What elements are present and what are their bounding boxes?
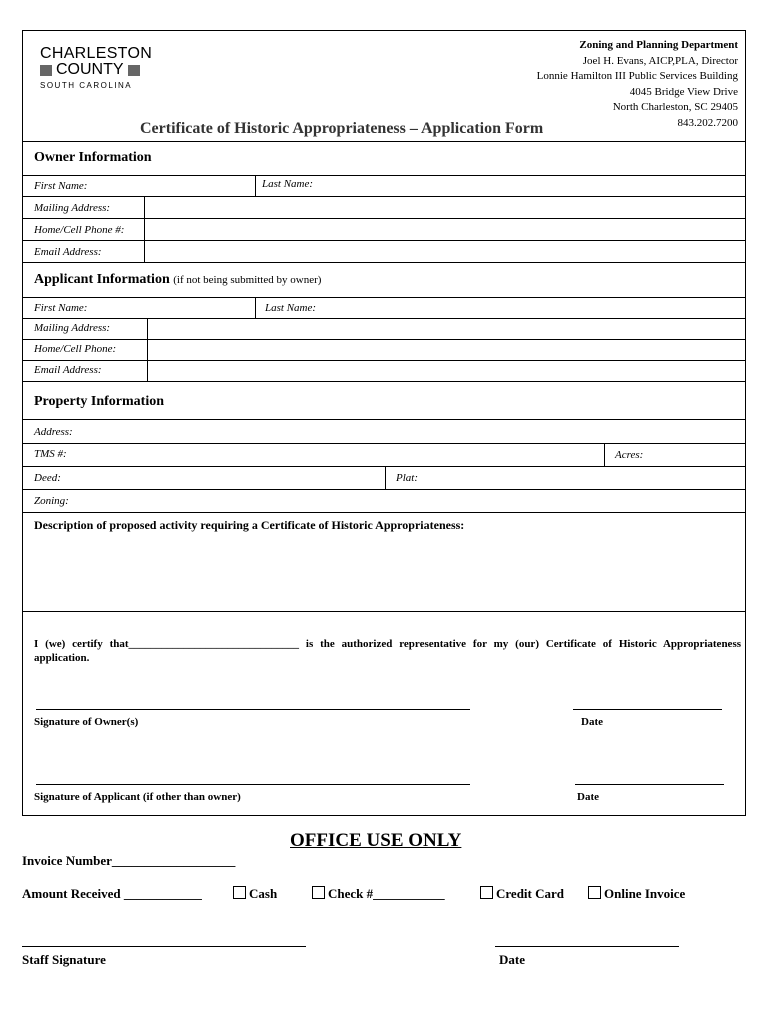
- divider: [22, 381, 746, 382]
- owner-date-label: Date: [581, 716, 603, 728]
- divider: [22, 240, 746, 241]
- staff-signature-line[interactable]: [22, 946, 306, 947]
- divider: [22, 466, 746, 467]
- check-checkbox[interactable]: [312, 886, 325, 899]
- divider: [22, 339, 746, 340]
- divider: [255, 297, 256, 318]
- property-section-heading: Property Information: [34, 394, 164, 409]
- property-address-field[interactable]: Address:: [34, 426, 73, 438]
- divider: [22, 443, 746, 444]
- divider: [255, 175, 256, 196]
- form-frame: [22, 30, 746, 816]
- check-option[interactable]: [312, 886, 445, 902]
- owner-signature-line[interactable]: [36, 709, 470, 710]
- divider: [22, 419, 746, 420]
- property-zoning-field[interactable]: Zoning:: [34, 495, 69, 507]
- divider: [147, 318, 148, 381]
- cash-checkbox[interactable]: [233, 886, 246, 899]
- cash-label: Cash: [249, 886, 278, 901]
- applicant-mailing-address-field[interactable]: Mailing Address:: [34, 322, 111, 334]
- staff-signature-label: Staff Signature: [22, 952, 106, 967]
- property-acres-field[interactable]: Acres:: [615, 449, 644, 461]
- owner-email-field[interactable]: Email Address:: [34, 246, 102, 258]
- applicant-signature-line[interactable]: [36, 784, 470, 785]
- activity-description-label: Description of proposed activity requiring a Certificate of Historic Appropriateness:: [34, 518, 465, 532]
- divider: [22, 512, 746, 513]
- divider: [22, 611, 746, 612]
- logo-county: COUNTY: [56, 61, 124, 78]
- department-title: Zoning and Planning Department: [579, 39, 738, 51]
- credit-card-option[interactable]: [480, 886, 564, 902]
- applicant-signature-label: Signature of Applicant (if other than owner): [34, 791, 241, 803]
- owner-first-name-field[interactable]: First Name:: [34, 180, 88, 192]
- cert-suffix: is the authorized representative for my (our) Certificate of Historic Appropriateness application.: [34, 638, 742, 664]
- owner-date-line[interactable]: [573, 709, 722, 710]
- form-title: Certificate of Historic Appropriateness – Application Form: [140, 120, 544, 137]
- amount-received-field[interactable]: Amount Received ____________: [22, 886, 202, 901]
- online-invoice-checkbox[interactable]: [588, 886, 601, 899]
- applicant-heading-note: (if not being submitted by owner): [173, 274, 322, 286]
- applicant-first-name-field[interactable]: First Name:: [34, 302, 88, 314]
- divider: [144, 196, 145, 262]
- divider: [22, 489, 746, 490]
- applicant-last-name-field[interactable]: Last Name:: [265, 302, 317, 314]
- divider: [22, 360, 746, 361]
- staff-date-line[interactable]: [495, 946, 679, 947]
- divider: [22, 318, 746, 319]
- department-director: Joel H. Evans, AICP,PLA, Director: [582, 54, 738, 67]
- applicant-heading-text: Applicant Information: [34, 272, 170, 287]
- applicant-date-line[interactable]: [575, 784, 724, 785]
- staff-date-label: Date: [499, 952, 525, 967]
- divider: [604, 443, 605, 466]
- divider: [22, 218, 746, 219]
- owner-section-heading: Owner Information: [34, 150, 152, 165]
- owner-signature-label: Signature of Owner(s): [34, 716, 139, 728]
- logo-line-3: SOUTH CAROLINA: [40, 81, 133, 90]
- applicant-date-label: Date: [577, 791, 599, 803]
- representative-name-blank[interactable]: _______________________________: [128, 638, 300, 650]
- department-street: 4045 Bridge View Drive: [629, 85, 738, 98]
- cash-option[interactable]: [233, 886, 277, 902]
- logo-line-1: CHARLESTON: [40, 45, 153, 62]
- divider: [22, 175, 746, 176]
- credit-card-checkbox[interactable]: [480, 886, 493, 899]
- applicant-phone-field[interactable]: Home/Cell Phone:: [34, 343, 117, 355]
- owner-mailing-address-field[interactable]: Mailing Address:: [34, 202, 111, 214]
- applicant-section-heading: [34, 272, 321, 288]
- owner-phone-field[interactable]: Home/Cell Phone #:: [34, 224, 125, 236]
- property-deed-field[interactable]: Deed:: [34, 472, 61, 484]
- divider: [22, 196, 746, 197]
- credit-card-label: Credit Card: [496, 886, 565, 901]
- divider: [22, 141, 746, 142]
- property-plat-field[interactable]: Plat:: [396, 472, 418, 484]
- divider: [385, 466, 386, 489]
- owner-last-name-field[interactable]: Last Name:: [262, 178, 314, 190]
- department-city: North Charleston, SC 29405: [612, 101, 738, 113]
- divider: [22, 262, 746, 263]
- activity-description-field[interactable]: [30, 536, 740, 606]
- invoice-number-field[interactable]: Invoice Number___________________: [22, 853, 236, 868]
- cert-prefix: I (we) certify that: [34, 638, 129, 650]
- check-label: Check #___________: [328, 886, 445, 901]
- certification-statement: [34, 637, 741, 665]
- property-tms-field[interactable]: TMS #:: [34, 448, 67, 460]
- department-building: Lonnie Hamilton III Public Services Building: [536, 70, 738, 82]
- department-phone: 843.202.7200: [677, 116, 738, 129]
- online-invoice-label: Online Invoice: [604, 886, 686, 901]
- applicant-email-field[interactable]: Email Address:: [34, 364, 102, 376]
- office-use-heading: OFFICE USE ONLY: [290, 830, 462, 851]
- online-invoice-option[interactable]: [588, 886, 685, 902]
- divider: [22, 297, 746, 298]
